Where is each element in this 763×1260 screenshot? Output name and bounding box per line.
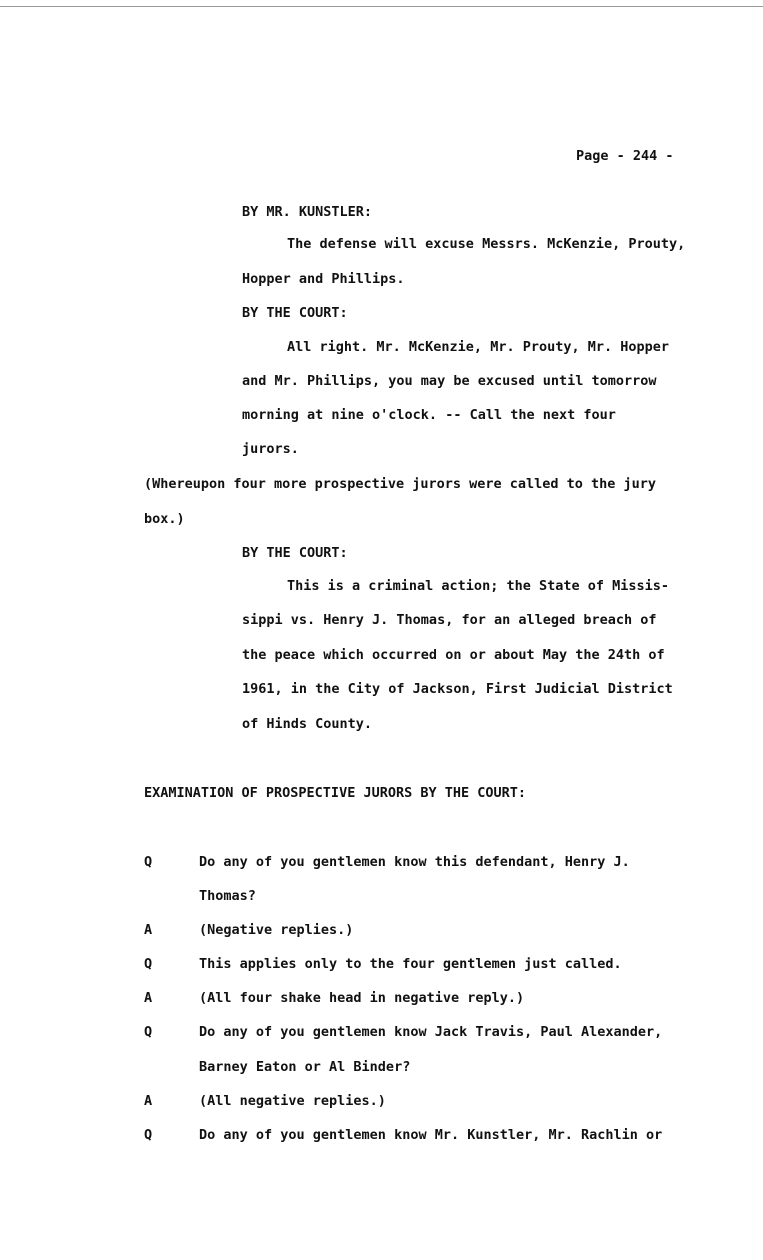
answer-line: (All four shake head in negative reply.) <box>199 990 525 1006</box>
transcript-line: and Mr. Phillips, you may be excused until tomorrow <box>242 373 657 389</box>
speaker-heading: BY THE COURT: <box>242 305 348 321</box>
answer-marker: A <box>144 922 153 938</box>
answer-marker: A <box>144 1093 153 1109</box>
transcript-line: 1961, in the City of Jackson, First Judicial District <box>242 681 673 697</box>
question-line: Barney Eaton or Al Binder? <box>199 1059 411 1075</box>
transcript-line: The defense will excuse Messrs. McKenzie, Prouty, <box>287 236 686 252</box>
transcript-line: This is a criminal action; the State of Missis- <box>287 578 670 594</box>
question-line: This applies only to the four gentlemen just called. <box>199 956 622 972</box>
speaker-heading: BY MR. KUNSTLER: <box>242 204 373 220</box>
page-number: Page - 244 - <box>576 148 674 164</box>
transcript-line: sippi vs. Henry J. Thomas, for an alleged breach of <box>242 612 657 628</box>
question-marker: Q <box>144 854 153 870</box>
question-line: Thomas? <box>199 888 256 904</box>
answer-marker: A <box>144 990 153 1006</box>
section-heading: EXAMINATION OF PROSPECTIVE JURORS BY THE COURT: <box>144 785 527 801</box>
question-marker: Q <box>144 956 153 972</box>
question-line: Do any of you gentlemen know Jack Travis, Paul Alexander, <box>199 1024 663 1040</box>
stage-direction-line: (Whereupon four more prospective jurors were called to the jury <box>144 476 657 492</box>
transcript-line: All right. Mr. McKenzie, Mr. Prouty, Mr. Hopper <box>287 339 670 355</box>
answer-line: (Negative replies.) <box>199 922 354 938</box>
transcript-line: morning at nine o'clock. -- Call the next four <box>242 407 616 423</box>
page-top-rule <box>0 6 763 7</box>
question-line: Do any of you gentlemen know Mr. Kunstler, Mr. Rachlin or <box>199 1127 663 1143</box>
question-marker: Q <box>144 1127 153 1143</box>
transcript-line: Hopper and Phillips. <box>242 271 405 287</box>
stage-direction-line: box.) <box>144 511 185 527</box>
transcript-line: the peace which occurred on or about May the 24th of <box>242 647 665 663</box>
answer-line: (All negative replies.) <box>199 1093 386 1109</box>
question-line: Do any of you gentlemen know this defendant, Henry J. <box>199 854 630 870</box>
question-marker: Q <box>144 1024 153 1040</box>
transcript-line: of Hinds County. <box>242 716 373 732</box>
transcript-line: jurors. <box>242 441 299 457</box>
speaker-heading: BY THE COURT: <box>242 545 348 561</box>
